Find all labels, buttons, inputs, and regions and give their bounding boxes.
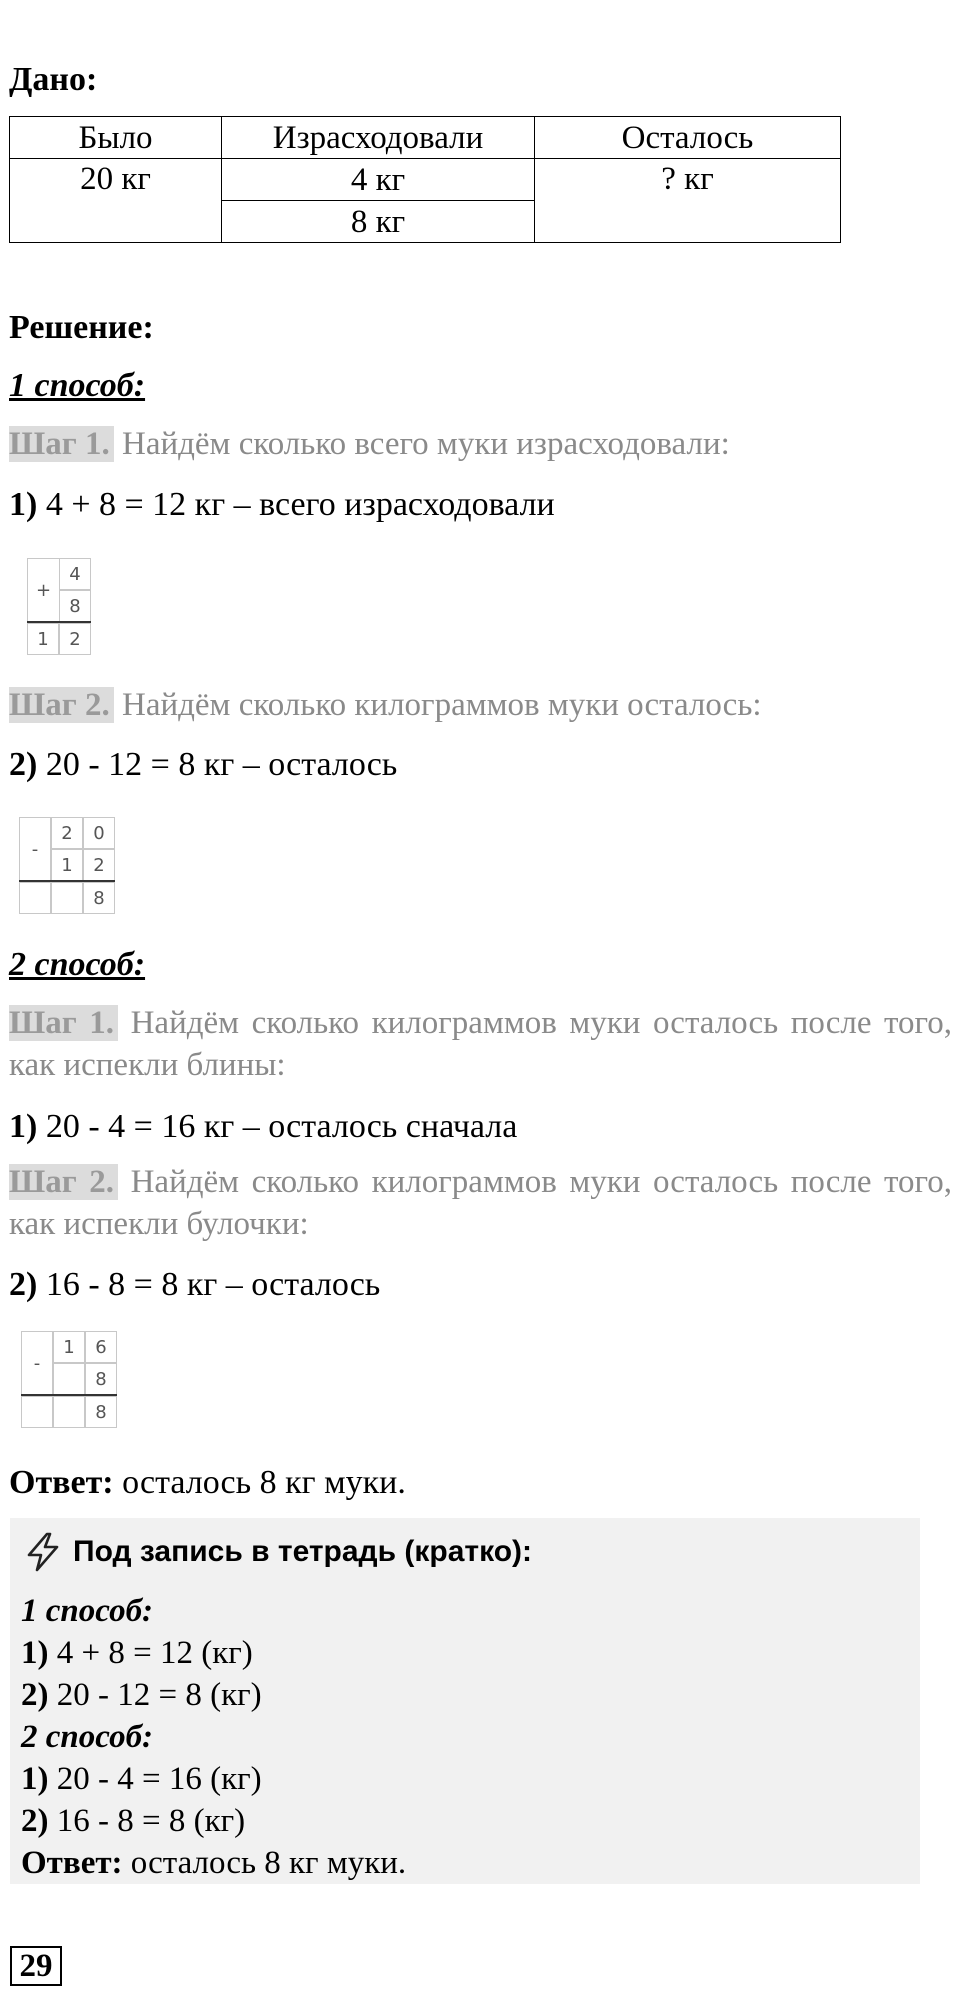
column-calc-addition	[27, 558, 93, 658]
eq-number: 2)	[9, 746, 38, 783]
calc-digit: 2	[51, 817, 83, 849]
calc-sign: +	[27, 558, 59, 622]
answer	[9, 1463, 406, 1503]
cell-left: ? кг	[535, 159, 841, 243]
column-calc-subtraction-1	[19, 817, 119, 917]
method2-eq2	[9, 1265, 380, 1305]
cell-had: 20 кг	[10, 159, 222, 243]
method1-step1	[9, 423, 730, 465]
calc-digit: 0	[83, 817, 115, 849]
calc-digit: 8	[85, 1363, 117, 1395]
page-number: 29	[10, 1946, 62, 1986]
column-calc-subtraction-2	[21, 1331, 121, 1431]
calc-digit: 2	[83, 849, 115, 881]
calc-digit: 8	[59, 590, 91, 622]
eq-text: 20 - 4 = 16 кг – осталось сначала	[37, 1108, 518, 1145]
header-left: Осталось	[535, 117, 841, 159]
calc-digit: 4	[59, 558, 91, 590]
notes-title: Под запись в тетрадь (кратко):	[73, 1535, 533, 1568]
notebook-summary-box	[10, 1518, 920, 1884]
notes-method2: 2 способ:	[21, 1719, 154, 1755]
given-label: Дано:	[9, 61, 98, 98]
calc-digit: 2	[59, 623, 91, 655]
step-text: Найдём сколько килограммов муки осталось после того, как испекли блины:	[9, 1005, 952, 1083]
eq-text: 4 + 8 = 12 кг – всего израсходовали	[37, 486, 555, 523]
answer-text: осталось 8 кг муки.	[122, 1845, 407, 1881]
eq-number: 1)	[21, 1761, 49, 1797]
lightning-icon	[24, 1532, 62, 1577]
step-tag: Шаг 1.	[9, 1005, 118, 1041]
step-text: Найдём сколько всего муки израсходовали:	[113, 426, 730, 462]
header-spent: Израсходовали	[222, 117, 535, 159]
eq-number: 1)	[21, 1635, 49, 1671]
eq-text: 4 + 8 = 12 (кг)	[48, 1635, 253, 1671]
cell-spent-1: 4 кг	[222, 159, 535, 201]
calc-sign: -	[19, 817, 51, 881]
eq-text: 16 - 8 = 8 кг – осталось	[37, 1266, 381, 1303]
step-text: Найдём сколько килограммов муки осталось:	[113, 687, 762, 723]
notes-line	[21, 1632, 253, 1674]
calc-empty-cell	[19, 882, 51, 914]
method1-eq1	[9, 485, 555, 525]
eq-number: 2)	[21, 1803, 49, 1839]
cell-spent-2: 8 кг	[222, 201, 535, 243]
eq-text: 20 - 12 = 8 кг – осталось	[37, 746, 398, 783]
notes-line	[21, 1674, 262, 1716]
step-tag: Шаг 2.	[9, 1164, 118, 1200]
calc-digit	[53, 1396, 85, 1428]
calc-digit	[51, 882, 83, 914]
method2-title: 2 способ:	[9, 946, 146, 983]
calc-digit	[53, 1363, 85, 1395]
calc-digit: 8	[85, 1396, 117, 1428]
method2-step2	[9, 1161, 952, 1245]
calc-empty-cell	[21, 1396, 53, 1428]
notes-line	[21, 1800, 245, 1842]
calc-digit: 8	[83, 882, 115, 914]
notes-method1: 1 способ:	[21, 1593, 154, 1629]
method1-eq2	[9, 745, 397, 785]
method1-step2	[9, 684, 762, 726]
eq-number: 2)	[9, 1266, 38, 1303]
notes-answer	[21, 1842, 406, 1884]
step-tag: Шаг 1.	[9, 426, 114, 462]
calc-digit: 1	[27, 623, 59, 655]
method1-title: 1 способ:	[9, 367, 146, 404]
calc-sign: -	[21, 1331, 53, 1395]
eq-number: 2)	[21, 1677, 49, 1713]
method2-step1	[9, 1002, 952, 1086]
given-table	[9, 116, 841, 243]
eq-number: 1)	[9, 486, 38, 523]
answer-text: осталось 8 кг муки.	[113, 1464, 406, 1501]
method2-eq1	[9, 1107, 517, 1147]
answer-label: Ответ:	[9, 1464, 114, 1501]
calc-digit: 1	[53, 1331, 85, 1363]
calc-digit: 1	[51, 849, 83, 881]
answer-label: Ответ:	[21, 1845, 123, 1881]
eq-text: 20 - 4 = 16 (кг)	[48, 1761, 262, 1797]
solution-label: Решение:	[9, 309, 154, 346]
eq-text: 16 - 8 = 8 (кг)	[48, 1803, 246, 1839]
header-had: Было	[10, 117, 222, 159]
eq-text: 20 - 12 = 8 (кг)	[48, 1677, 262, 1713]
eq-number: 1)	[9, 1108, 38, 1145]
step-text: Найдём сколько килограммов муки осталось после того, как испекли булочки:	[9, 1164, 952, 1242]
calc-digit: 6	[85, 1331, 117, 1363]
step-tag: Шаг 2.	[9, 687, 114, 723]
notes-line	[21, 1758, 262, 1800]
